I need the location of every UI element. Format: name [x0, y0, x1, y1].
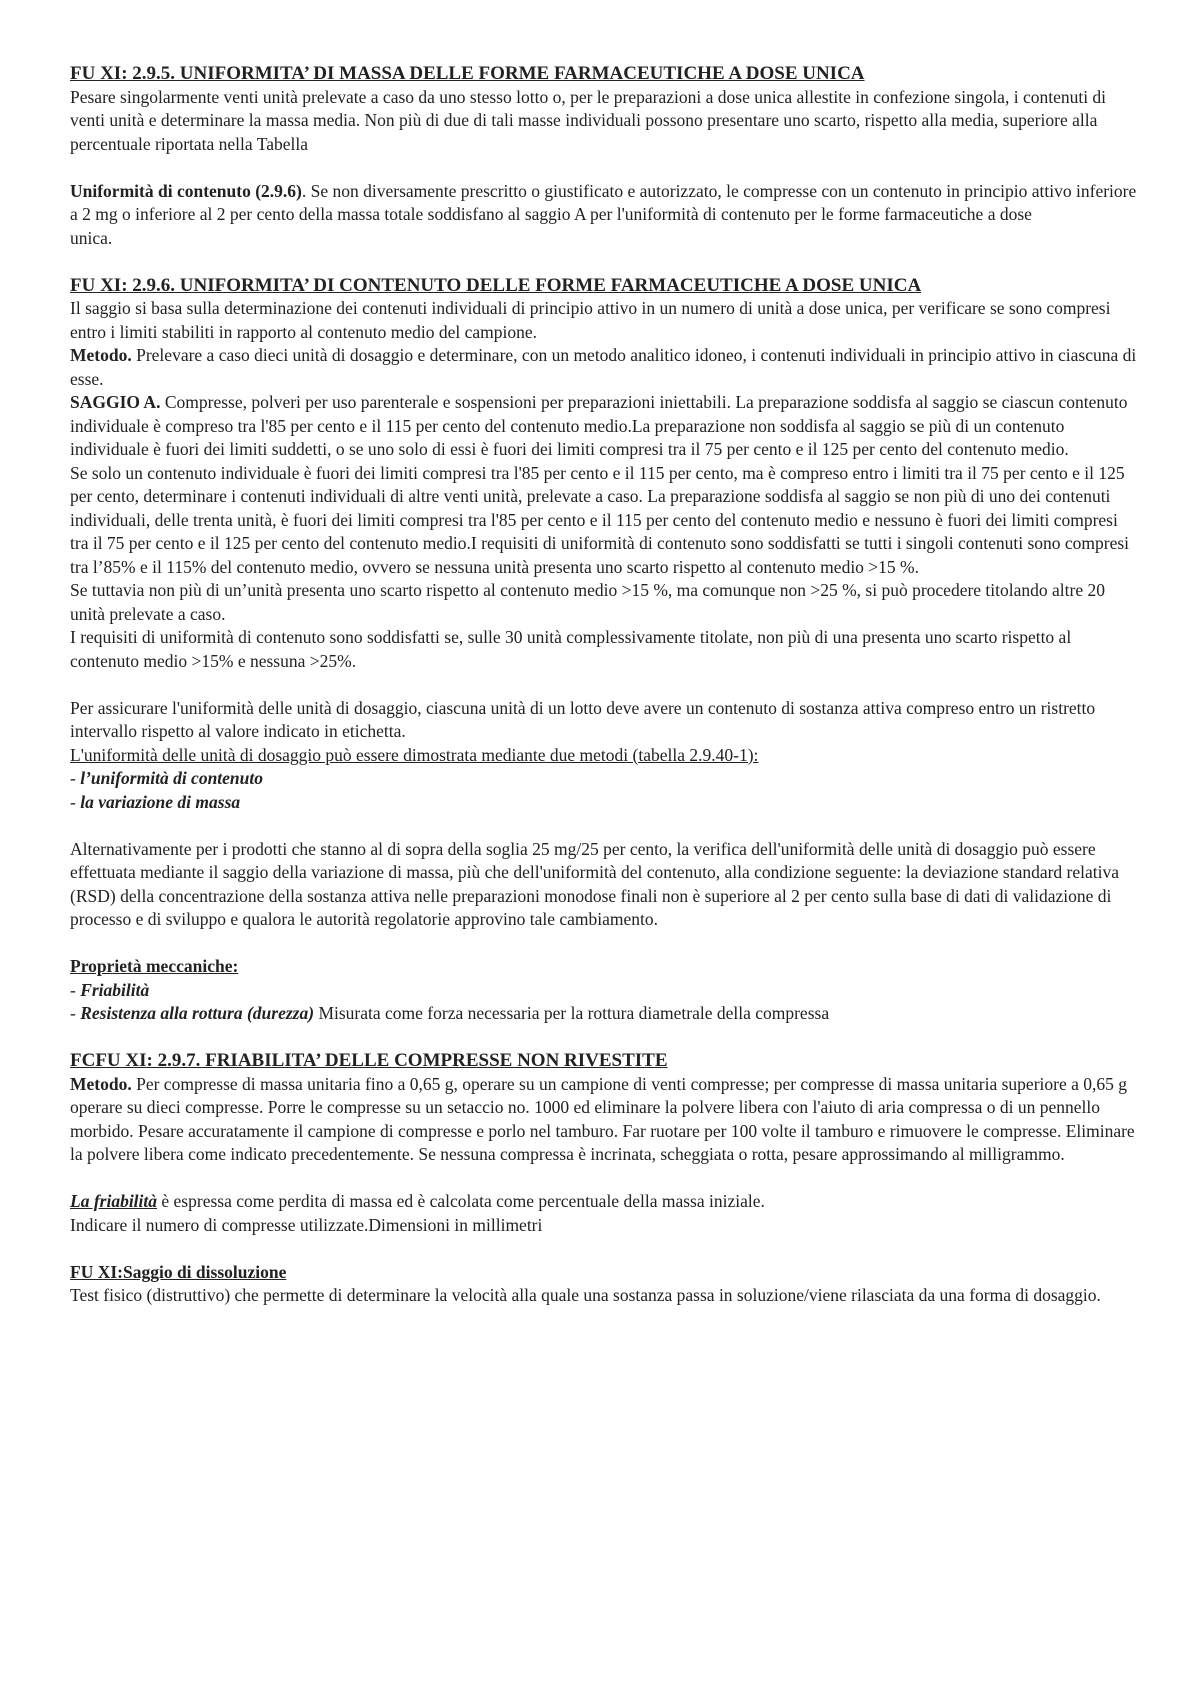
bold-italic-label: La friabilità	[70, 1191, 158, 1211]
section-heading-dissoluzione: FU XI:Saggio di dissoluzione	[70, 1261, 287, 1282]
list-item	[70, 767, 1140, 791]
paragraph-intro: Il saggio si basa sulla determinazione dei contenuti individuali di principio attivo in un numero di unità a dose unica, per verificare se sono compresi entro i limiti stabiliti in rapporto al contenuto medio del campione.	[70, 298, 1111, 342]
list-item-text: Friabilità	[80, 979, 150, 1000]
paragraph-uniformita-massa: Pesare singolarmente venti unità prelevate a caso da uno stesso lotto o, per le preparazioni a dose unica allestite in confezione singola, i contenuti di venti unità e determinare la massa media. Non più di due di tali masse individuali possono presentare uno scarto, rispetto alla media, superiore alla percentuale riportata nella Tabella	[70, 86, 1107, 154]
paragraph-friabilita-definition	[70, 1190, 1140, 1214]
paragraph-metodi-underlined: L'uniformità delle unità di dosaggio può essere dimostrata mediante due metodi (tabella 2.9.40-1):	[70, 744, 759, 765]
paragraph-uniformita-contenuto	[70, 180, 1140, 227]
list-item-text: l’uniformità di contenuto	[80, 768, 264, 788]
paragraph-text: Per compresse di massa unitaria fino a 0,65 g, operare su un campione di venti compresse; per compresse di massa unitaria superiore a 0,65 g operare su dieci compresse. Porre le compresse su un setaccio no. 1000 ed eliminare la polvere libera con l'aiuto di aria compressa o di un pennello morbido. Pesare accuratamente il campione di compresse e porlo nel tamburo. Far ruotare per 100 volte il tamburo e rimuovere le compresse. Eliminare la polvere libera come indicato precedentemente. Se nessuna compressa è incrinata, scheggiata o rotta, pesare approssimando al milligrammo.	[70, 1073, 1135, 1164]
list-dash: -	[70, 979, 81, 1000]
spacer	[70, 814, 1140, 838]
spacer	[70, 1026, 1140, 1050]
section-heading-friabilita: FCFU XI: 2.9.7. FRIABILITA’ DELLE COMPRESSE NON RIVESTITE	[70, 1050, 668, 1071]
section-heading-uniformita-massa: FU XI: 2.9.5. UNIFORMITA’ DI MASSA DELLE FORME FARMACEUTICHE A DOSE UNICA	[70, 63, 865, 84]
spacer	[70, 156, 1140, 180]
section-heading-proprieta-meccaniche: Proprietà meccaniche:	[70, 956, 239, 976]
list-item	[70, 979, 1140, 1003]
list-item-text: Misurata come forza necessaria per la rottura diametrale della compressa	[314, 1003, 830, 1023]
paragraph-saggio-detail-2: Se tuttavia non più di un’unità presenta uno scarto rispetto al contenuto medio >15 %, ma comunque non >25 %, si può procedere titolando altre 20 unità prelevate a caso.	[70, 580, 1105, 624]
paragraph-saggio-a	[70, 391, 1140, 462]
bold-label: SAGGIO A.	[70, 392, 161, 412]
paragraph-metodo-friabilita	[70, 1073, 1140, 1167]
list-dash: -	[70, 1003, 81, 1023]
bold-label: Metodo.	[70, 1073, 132, 1094]
paragraph-text-continuation: unica.	[70, 227, 113, 248]
spacer	[70, 1167, 1140, 1191]
list-dash: -	[70, 791, 81, 812]
list-item-text: la variazione di massa	[80, 791, 241, 812]
spacer	[70, 673, 1140, 697]
list-item	[70, 791, 1140, 815]
paragraph-text: Compresse, polveri per uso parenterale e sospensioni per preparazioni iniettabili. La preparazione soddisfa al saggio se ciascun contenuto individuale è compreso tra l'85 per cento e il 115 per cento del contenuto medio.La preparazione non soddisfa al saggio se più di un contenuto individuale è fuori dei limiti suddetti, o se uno solo di essi è fuori dei limiti compresi tra il 75 per cento e il 125 per cento del contenuto medio.	[70, 392, 1128, 459]
list-dash: -	[70, 768, 81, 788]
paragraph-saggio-detail-3: I requisiti di uniformità di contenuto sono soddisfatti se, sulle 30 unità complessivamente titolate, non più di una presenta uno scarto rispetto al contenuto medio >15% e nessuna >25%.	[70, 627, 1072, 671]
paragraph-indicare: Indicare il numero di compresse utilizzate.Dimensioni in millimetri	[70, 1214, 543, 1235]
paragraph-uniformita-unita: Per assicurare l'uniformità delle unità di dosaggio, ciascuna unità di un lotto deve avere un contenuto di sostanza attiva compreso entro un ristretto intervallo rispetto al valore indicato in etichetta.	[70, 697, 1096, 741]
spacer	[70, 1237, 1140, 1261]
paragraph-metodo	[70, 344, 1140, 391]
spacer	[70, 932, 1140, 956]
paragraph-saggio-detail: Se solo un contenuto individuale è fuori dei limiti compresi tra l'85 per cento e il 115 per cento, ma è compreso entro i limiti tra il 75 per cento e il 125 per cento, determinare i contenuti individuali di altre venti unità, prelevate a caso. La preparazione soddisfa al saggio se non più di uno dei contenuti individuali, delle trenta unità, è fuori dei limiti compresi tra l'85 per cento e il 115 per cento del contenuto medio e nessuno è fuori dei limiti compresi tra il 75 per cento e il 125 per cento del contenuto medio.I requisiti di uniformità di contenuto sono soddisfatti se tutti i singoli contenuti sono compresi tra l’85% e il 115% del contenuto medio, ovvero se nessuna unità presenta uno scarto rispetto al contenuto medio >15 %.	[70, 462, 1130, 577]
paragraph-alternativamente: Alternativamente per i prodotti che stanno al di sopra della soglia 25 mg/25 per cento, la verifica dell'uniformità delle unità di dosaggio può essere effettuata mediante il saggio della variazione di massa, più che dell'uniformità del contenuto, alla condizione seguente: la deviazione standard relativa (RSD) della concentrazione della sostanza attiva nelle preparazioni monodose finali non è superiore al 2 per cento sulla base di dati di validazione di processo e di sviluppo e qualora le autorità regolatorie approvino tale cambiamento.	[70, 838, 1120, 929]
list-item	[70, 1002, 1140, 1026]
section-heading-uniformita-contenuto: FU XI: 2.9.6. UNIFORMITA’ DI CONTENUTO DELLE FORME FARMACEUTICHE A DOSE UNICA	[70, 274, 922, 296]
paragraph-dissoluzione: Test fisico (distruttivo) che permette di determinare la velocità alla quale una sostanza passa in soluzione/viene rilasciata da una forma di dosaggio.	[70, 1285, 1101, 1305]
list-item-label: Resistenza alla rottura (durezza)	[80, 1003, 315, 1023]
paragraph-text: . Se non diversamente prescritto o giustificato e autorizzato, le compresse con un contenuto in principio attivo inferiore a 2 mg o inferiore al 2 per cento della massa totale soddisfano al saggio A per l'uniformità di contenuto per le forme farmaceutiche a dose	[70, 180, 1137, 224]
bold-label: Metodo.	[70, 345, 132, 365]
paragraph-text: è espressa come perdita di massa ed è calcolata come percentuale della massa iniziale.	[157, 1191, 765, 1211]
bold-label: Uniformità di contenuto (2.9.6)	[70, 180, 302, 201]
spacer	[70, 250, 1140, 274]
paragraph-text: Prelevare a caso dieci unità di dosaggio e determinare, con un metodo analitico idoneo, i contenuti individuali in principio attivo in ciascuna di esse.	[70, 345, 1137, 389]
